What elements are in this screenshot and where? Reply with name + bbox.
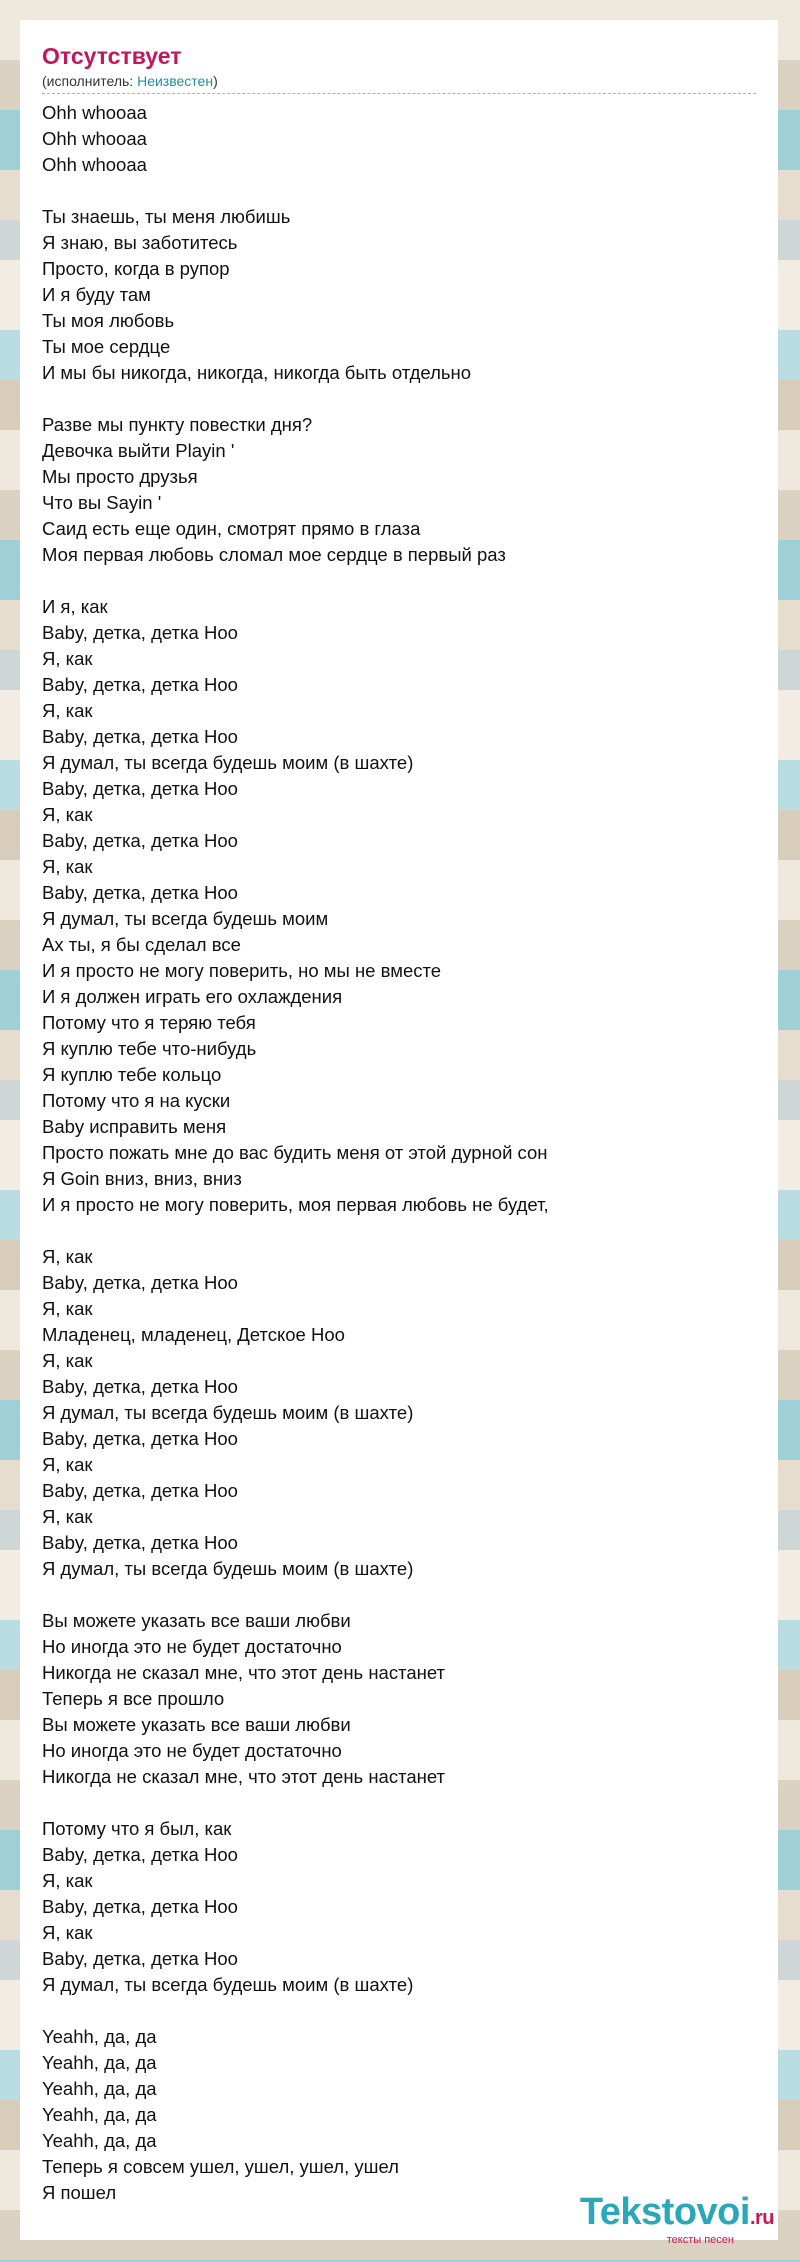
lyrics-line: Я, как [42,856,93,877]
lyrics-line: Ohh whooaa [42,128,147,149]
lyrics-line: Yeahh, да, да [42,2026,157,2047]
lyrics-blank-line [42,1790,758,1816]
lyrics-card [20,20,778,2240]
lyrics-line: Ohh whooaa [42,154,147,175]
logo-tagline: тексты песен [666,2234,734,2246]
lyrics-line: Я куплю тебе что-нибудь [42,1038,257,1059]
lyrics-line: Младенец, младенец, Детское Hoo [42,1324,345,1345]
lyrics-line: Baby, детка, детка Hoo [42,1844,238,1865]
lyrics-line: Я, как [42,1298,93,1319]
lyrics-line: Ты моя любовь [42,310,175,331]
lyrics-line: Baby, детка, детка Hoo [42,1428,238,1449]
lyrics-line: Я Goin вниз, вниз, вниз [42,1168,242,1189]
lyrics-line: Я, как [42,1922,93,1943]
lyrics-line: Ах ты, я бы сделал все [42,934,241,955]
lyrics-line: Просто пожать мне до вас будить меня от этой дурной сон [42,1142,548,1163]
lyrics-line: Вы можете указать все ваши любви [42,1714,351,1735]
lyrics-line: Yeahh, да, да [42,2130,157,2151]
lyrics-line: Девочка выйти Playin ' [42,440,235,461]
lyrics-blank-line [42,1218,758,1244]
lyrics-line: Я думал, ты всегда будешь моим (в шахте) [42,752,414,773]
lyrics-line: Ты мое сердце [42,336,171,357]
lyrics-line: Мы просто друзья [42,466,198,487]
lyrics-line: Теперь я совсем ушел, ушел, ушел, ушел [42,2156,399,2177]
lyrics-blank-line [42,1582,758,1608]
lyrics-line: Baby, детка, детка Hoo [42,726,238,747]
lyrics-line: Разве мы пункту повестки дня? [42,414,313,435]
lyrics-line: Ohh whooaa [42,102,147,123]
artist-line [42,72,758,90]
lyrics-line: Но иногда это не будет достаточно [42,1740,342,1761]
lyrics-blank-line [42,386,758,412]
lyrics-line: Я, как [42,804,93,825]
lyrics-line: Baby, детка, детка Hoo [42,1480,238,1501]
artist-prefix: (исполнитель: [42,73,138,89]
lyrics-line: Baby, детка, детка Hoo [42,778,238,799]
lyrics-line: И я, как [42,596,108,617]
lyrics-blank-line [42,568,758,594]
lyrics-line: Потому что я был, как [42,1818,232,1839]
lyrics-line: Я думал, ты всегда будешь моим (в шахте) [42,1974,414,1995]
lyrics-blank-line [42,178,758,204]
lyrics-line: Я знаю, вы заботитесь [42,232,238,253]
title-divider [42,93,756,94]
lyrics-blank-line [42,1998,758,2024]
lyrics-line: Что вы Sayin ' [42,492,162,513]
lyrics-line: Я, как [42,700,93,721]
lyrics-line: Yeahh, да, да [42,2078,157,2099]
lyrics-line: И я просто не могу поверить, моя первая любовь не будет, [42,1194,549,1215]
lyrics-line: Я, как [42,1246,93,1267]
lyrics-line: Никогда не сказал мне, что этот день настанет [42,1766,445,1787]
lyrics-line: Я думал, ты всегда будешь моим [42,908,329,929]
lyrics-line: Потому что я на куски [42,1090,231,1111]
lyrics-line: Я, как [42,1506,93,1527]
lyrics-line: Я, как [42,1350,93,1371]
lyrics-line: Baby, детка, детка Hoo [42,622,238,643]
lyrics-line: Baby, детка, детка Hoo [42,882,238,903]
lyrics-line: Саид есть еще один, смотрят прямо в глаза [42,518,421,539]
artist-suffix: ) [213,73,218,89]
song-title: Отсутствует [42,43,182,69]
lyrics-line: Baby, детка, детка Hoo [42,1532,238,1553]
lyrics-line: Потому что я теряю тебя [42,1012,256,1033]
lyrics-line: Никогда не сказал мне, что этот день настанет [42,1662,445,1683]
lyrics-line: Я думал, ты всегда будешь моим (в шахте) [42,1402,414,1423]
lyrics-line: Я, как [42,648,93,669]
artist-link[interactable]: Неизвестен [137,73,214,89]
lyrics-line: И я буду там [42,284,151,305]
lyrics-line: Baby, детка, детка Hoo [42,1948,238,1969]
lyrics-line: Baby, детка, детка Hoo [42,830,238,851]
logo-name: Tekstovoi [579,2191,750,2233]
lyrics-line: И мы бы никогда, никогда, никогда быть отдельно [42,362,472,383]
lyrics-line: Я пошел [42,2182,117,2203]
lyrics-line: Baby, детка, детка Hoo [42,1896,238,1917]
logo-tld: .ru [749,2207,774,2229]
logo-wordmark [580,2192,774,2238]
lyrics-line: Вы можете указать все ваши любви [42,1610,351,1631]
site-logo[interactable] [580,2192,774,2246]
lyrics-line: Yeahh, да, да [42,2104,157,2125]
lyrics-line: Просто, когда в рупор [42,258,230,279]
lyrics-line: Я думал, ты всегда будешь моим (в шахте) [42,1558,414,1579]
lyrics-line: Я, как [42,1454,93,1475]
lyrics-line: Yeahh, да, да [42,2052,157,2073]
lyrics-line: Baby, детка, детка Hoo [42,1272,238,1293]
lyrics-line: И я просто не могу поверить, но мы не вместе [42,960,442,981]
lyrics-line: Теперь я все прошло [42,1688,225,1709]
lyrics-line: Baby, детка, детка Hoo [42,1376,238,1397]
lyrics-line: Baby, детка, детка Hoo [42,674,238,695]
lyrics-text [42,100,758,2206]
lyrics-line: Я, как [42,1870,93,1891]
lyrics-line: И я должен играть его охлаждения [42,986,343,1007]
lyrics-line: Моя первая любовь сломал мое сердце в первый раз [42,544,506,565]
lyrics-line: Я куплю тебе кольцо [42,1064,222,1085]
lyrics-line: Baby исправить меня [42,1116,227,1137]
lyrics-line: Но иногда это не будет достаточно [42,1636,342,1657]
lyrics-line: Ты знаешь, ты меня любишь [42,206,291,227]
